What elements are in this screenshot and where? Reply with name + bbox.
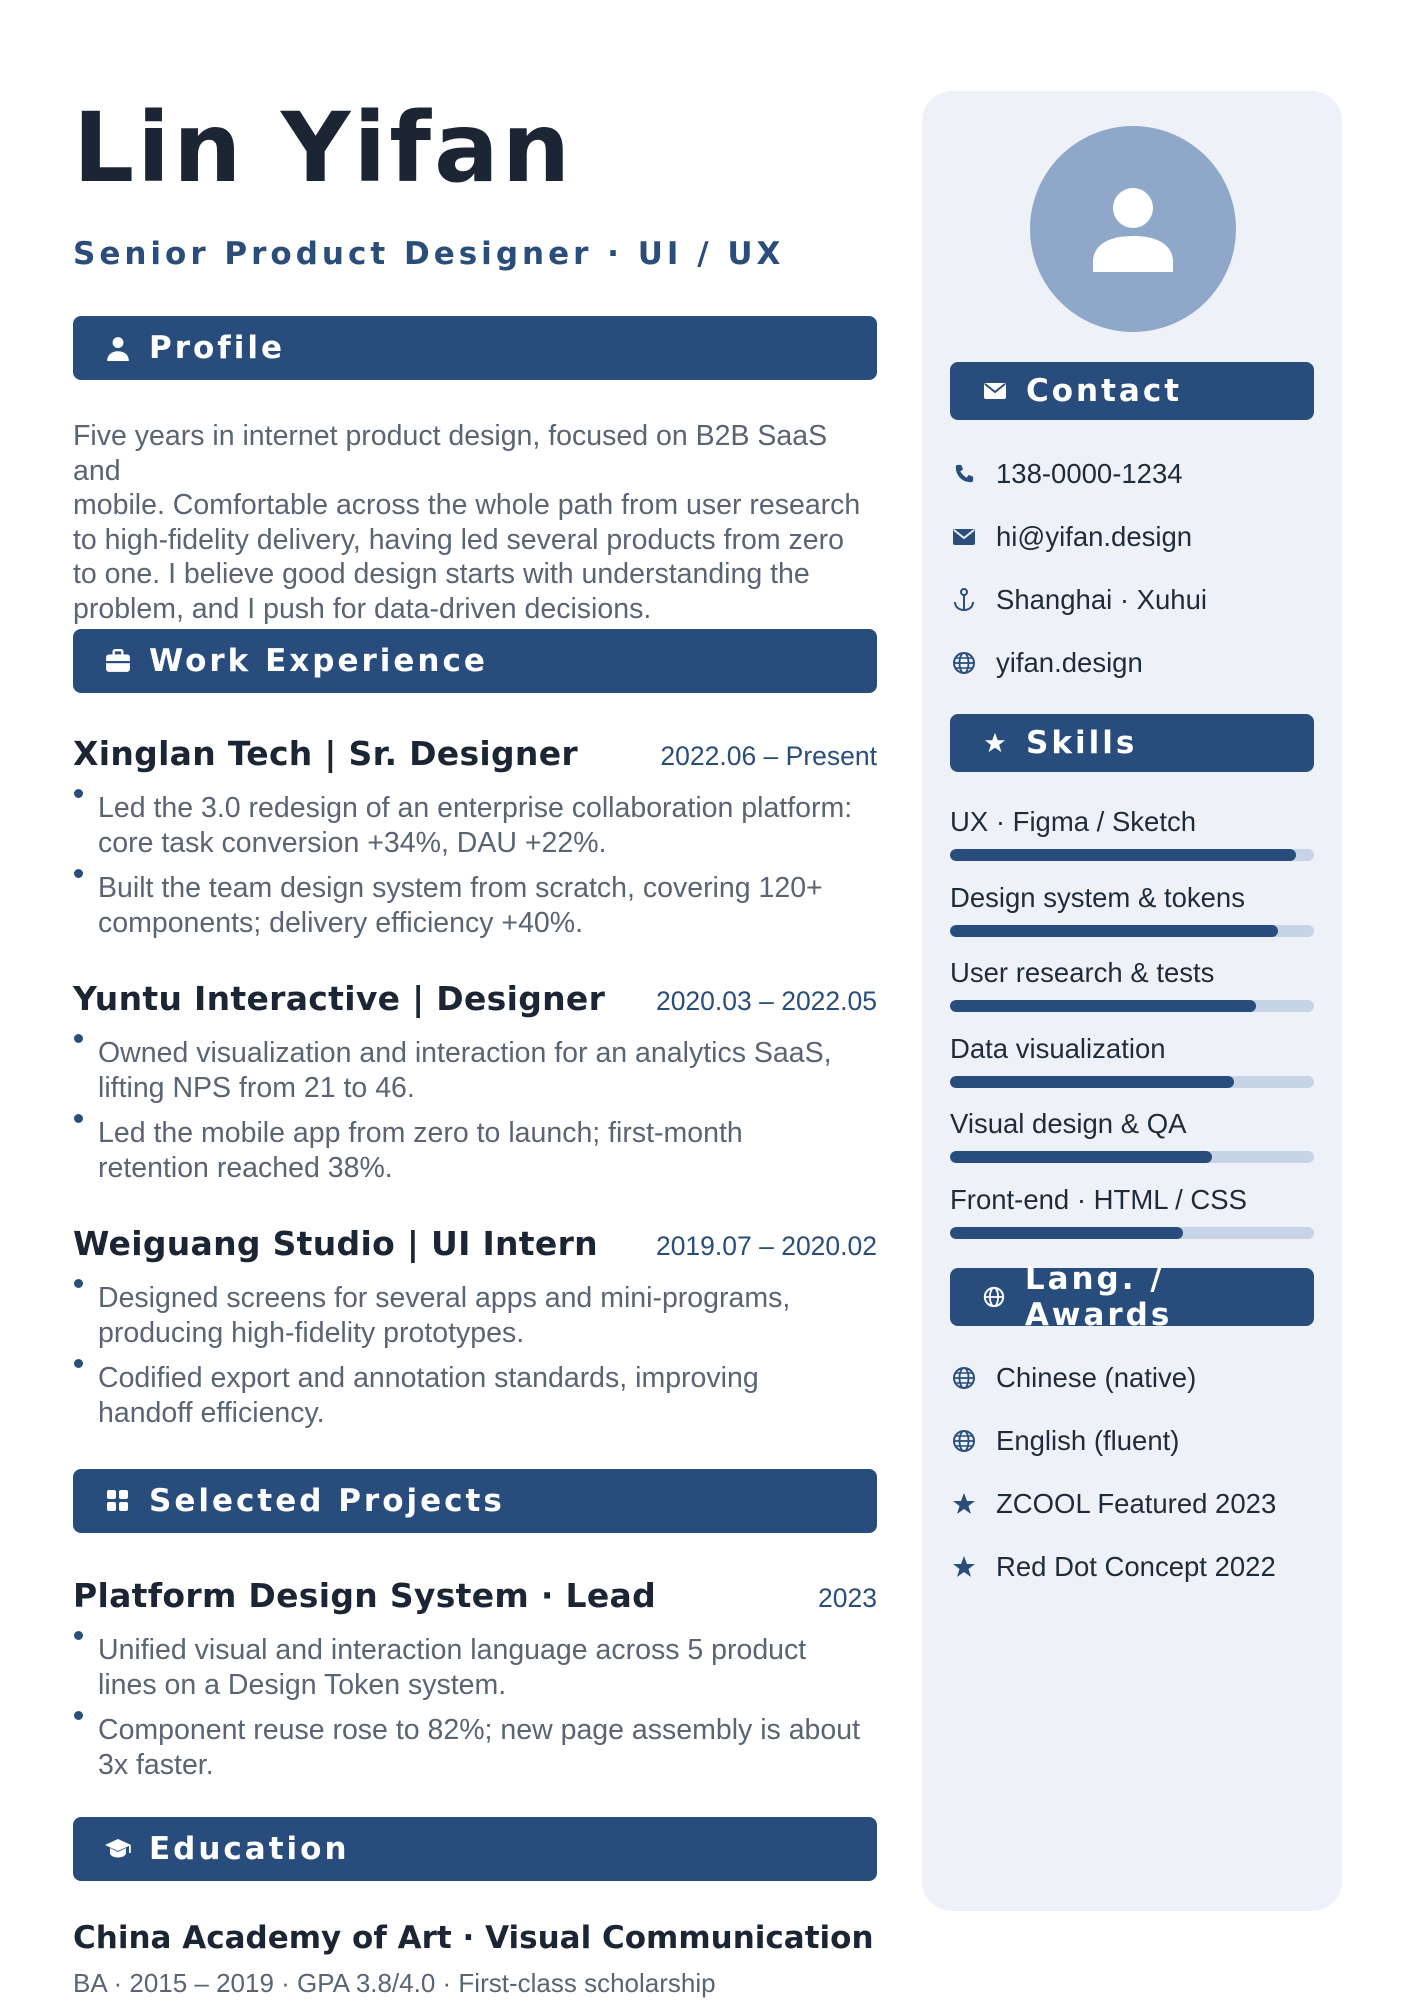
anchor-icon <box>950 586 978 614</box>
globe-icon <box>950 1364 978 1392</box>
education-detail: BA · 2015 – 2019 · GPA 3.8/4.0 · First-class scholarship <box>73 1968 716 1998</box>
contact-text: yifan.design <box>996 647 1143 678</box>
bullet-dot <box>74 1114 83 1123</box>
contact-email[interactable] <box>950 521 1192 553</box>
education-title: China Academy of Art · Visual Communication <box>73 1920 874 1956</box>
skill-level-fill <box>950 1227 1183 1239</box>
section-title-awards: Lang. / Awards <box>1024 1261 1173 1333</box>
grid-icon <box>103 1486 133 1516</box>
graduation-cap-icon <box>103 1834 133 1864</box>
star-icon <box>980 728 1010 758</box>
globe-icon <box>950 1427 978 1455</box>
award-item <box>950 1425 1179 1457</box>
globe-icon <box>950 649 978 677</box>
contact-text: hi@yifan.design <box>996 521 1193 552</box>
mail-icon <box>980 376 1010 406</box>
candidate-name: Lin Yifan <box>73 92 574 204</box>
skill-label: Front-end · HTML / CSS <box>950 1184 1247 1215</box>
section-title-education: Education <box>149 1831 350 1867</box>
job-bullet <box>98 1116 878 1185</box>
job-title: Xinglan Tech | Sr. Designer <box>73 734 578 773</box>
section-bar-education <box>73 1817 877 1881</box>
skill-label: User research & tests <box>950 957 1215 989</box>
bullet-dot <box>74 1631 83 1640</box>
award-text: ZCOOL Featured 2023 <box>996 1488 1277 1519</box>
section-bar-skills <box>950 714 1314 772</box>
profile-text <box>73 419 877 626</box>
skill-level-track <box>950 849 1314 861</box>
skill-level-track <box>950 1151 1314 1163</box>
bullet-line: Designed screens for several apps and mini-programs, <box>98 1282 791 1314</box>
bullet-line: Built the team design system from scratch, covering 120+ <box>98 872 823 904</box>
section-bar-contact <box>950 362 1314 420</box>
section-bar-work <box>73 629 877 693</box>
bullet-line: Owned visualization and interaction for an analytics SaaS, <box>98 1037 832 1069</box>
person-silhouette-icon <box>1091 186 1175 272</box>
bullet-dot <box>74 1359 83 1368</box>
globe-icon <box>980 1282 1009 1312</box>
award-item <box>950 1362 1196 1394</box>
skill-level-fill <box>950 849 1296 861</box>
skill-label: Data visualization <box>950 1032 1166 1064</box>
briefcase-icon <box>103 646 133 676</box>
job-bullet <box>98 1036 878 1105</box>
bullet-dot <box>74 1711 83 1720</box>
skill-level-track <box>950 1076 1314 1088</box>
profile-line: to one. I believe good design starts with understanding the <box>73 558 810 590</box>
bullet-line: retention reached 38%. <box>98 1151 393 1184</box>
phone-icon <box>950 460 978 488</box>
skill-level-fill <box>950 1000 1256 1012</box>
skill-label: UX · Figma / Sketch <box>950 806 1197 837</box>
bullet-dot <box>74 789 83 798</box>
project-bullet <box>98 1713 878 1782</box>
job-bullet <box>98 871 878 940</box>
bullet-line: lifting NPS from 21 to 46. <box>98 1071 415 1104</box>
profile-line: to high-fidelity delivery, having led several products from zero <box>73 523 844 556</box>
award-text: English (fluent) <box>996 1425 1180 1456</box>
star-icon <box>950 1553 978 1581</box>
avatar <box>1030 126 1236 332</box>
mail-icon <box>950 523 978 551</box>
bullet-dot <box>74 869 83 878</box>
bullet-line: Led the 3.0 redesign of an enterprise collaboration platform: <box>98 792 853 824</box>
project-date: 2023 <box>818 1583 877 1613</box>
job-bullet <box>98 791 878 860</box>
skill-level-fill <box>950 925 1278 937</box>
bullet-line: Unified visual and interaction language across 5 product <box>98 1634 807 1666</box>
skill-label: Visual design & QA <box>950 1108 1187 1140</box>
award-item <box>950 1488 1276 1520</box>
bullet-line: lines on a Design Token system. <box>98 1668 507 1701</box>
skill-level-fill <box>950 1151 1212 1163</box>
award-item <box>950 1551 1276 1583</box>
section-title-contact: Contact <box>1026 373 1183 409</box>
candidate-role: Senior Product Designer · UI / UX <box>73 236 785 272</box>
section-title-profile: Profile <box>149 330 286 366</box>
project-title: Platform Design System · Lead <box>73 1576 657 1615</box>
bullet-line: Led the mobile app from zero to launch; first-month <box>98 1117 743 1149</box>
project-bullet <box>98 1633 878 1702</box>
skill-level-track <box>950 1000 1314 1012</box>
star-icon <box>950 1490 978 1518</box>
award-text: Red Dot Concept 2022 <box>996 1551 1276 1582</box>
profile-line: Five years in internet product design, focused on B2B SaaS and <box>73 420 828 487</box>
bullet-line: 3x faster. <box>98 1748 214 1781</box>
section-bar-awards <box>950 1261 1314 1333</box>
section-bar-projects <box>73 1469 877 1533</box>
contact-phone[interactable] <box>950 458 1183 490</box>
job-title: Weiguang Studio | UI Intern <box>73 1224 598 1263</box>
job-title: Yuntu Interactive | Designer <box>73 979 606 1018</box>
skill-level-fill <box>950 1076 1234 1088</box>
award-text: Chinese (native) <box>996 1362 1197 1393</box>
skill-level-track <box>950 925 1314 937</box>
bullet-line: handoff efficiency. <box>98 1396 325 1429</box>
contact-location <box>950 584 1207 616</box>
skill-label: Design system & tokens <box>950 881 1245 913</box>
job-date: 2020.03 – 2022.05 <box>655 986 877 1016</box>
skill-level-track <box>950 1227 1314 1239</box>
bullet-line: components; delivery efficiency +40%. <box>98 906 584 939</box>
person-icon <box>103 333 133 363</box>
profile-line: mobile. Comfortable across the whole path from user research <box>73 489 861 521</box>
contact-text: Shanghai · Xuhui <box>996 584 1207 615</box>
bullet-line: Codified export and annotation standards, improving <box>98 1362 759 1394</box>
bullet-dot <box>74 1034 83 1043</box>
section-title-projects: Selected Projects <box>149 1483 505 1519</box>
section-title-skills: Skills <box>1026 725 1138 761</box>
bullet-line: Component reuse rose to 82%; new page assembly is about <box>98 1714 861 1746</box>
contact-text: 138-0000-1234 <box>996 458 1183 489</box>
profile-line: problem, and I push for data-driven decisions. <box>73 592 652 625</box>
job-date: 2019.07 – 2020.02 <box>655 1231 877 1261</box>
job-bullet <box>98 1361 878 1430</box>
bullet-line: producing high-fidelity prototypes. <box>98 1316 525 1349</box>
section-bar-profile <box>73 316 877 380</box>
contact-website[interactable] <box>950 647 1143 679</box>
section-title-work: Work Experience <box>149 643 488 679</box>
job-bullet <box>98 1281 878 1350</box>
job-date: 2022.06 – Present <box>660 741 877 771</box>
bullet-dot <box>74 1279 83 1288</box>
bullet-line: core task conversion +34%, DAU +22%. <box>98 826 607 859</box>
